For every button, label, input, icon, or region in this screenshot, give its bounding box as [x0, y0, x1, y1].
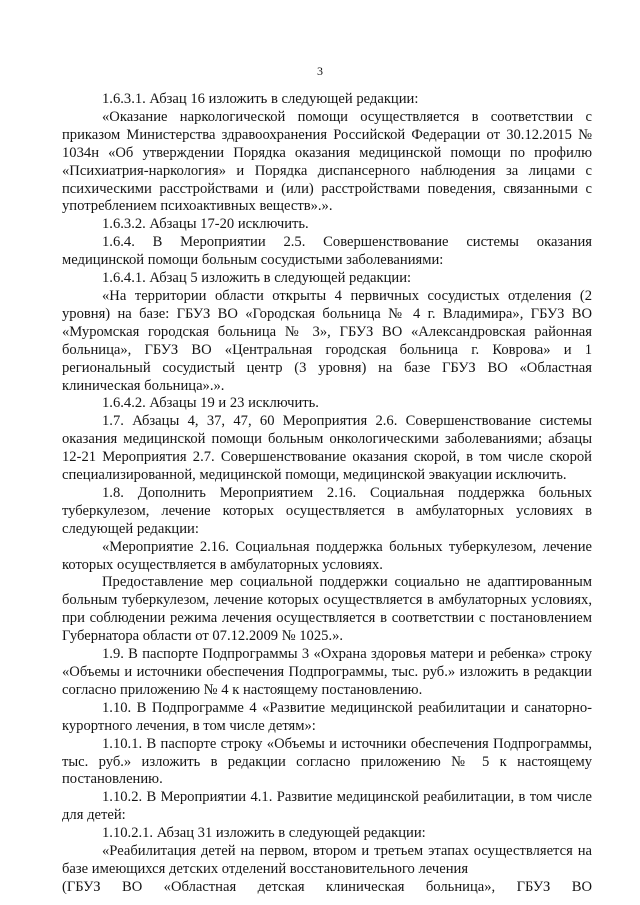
paragraph-1-6-3-1: 1.6.3.1. Абзац 16 изложить в следующей редакции:: [102, 91, 419, 107]
paragraph-1-10-2: 1.10.2. В Мероприятии 4.1. Развитие медицинской реабилитации, в том числе для детей:: [62, 789, 592, 824]
paragraph-social-support: Предоставление мер социальной поддержки социально не адаптированным больным туберкулезом, лечение которых осуществляется в амбулаторных условиях, при соблюдении режима лечения осуществляется в соответствии с постановлением Губернатора области от 07.12.2009 № 1025.».: [62, 574, 592, 645]
paragraph-rehabilitation-quote: «Реабилитация детей на первом, втором и третьем этапах осуществляется на базе имеющихся детских отделений восстановительного лечения: [62, 843, 592, 877]
paragraph-1-6-3-2: 1.6.3.2. Абзацы 17-20 исключить.: [102, 216, 309, 233]
paragraph-measure-2-16-quote: «Мероприятие 2.16. Социальная поддержка больных туберкулезом, лечение которых осуществляется в амбулаторных условиях.: [62, 538, 592, 573]
paragraph-1-6-4-2: 1.6.4.2. Абзацы 19 и 23 исключить.: [102, 395, 319, 412]
paragraph-1-8: 1.8. Дополнить Мероприятием 2.16. Социальная поддержка больных туберкулезом, лечение которых осуществляется в амбулаторных условиях в следующей редакции:: [62, 484, 592, 537]
paragraph-1-10-2-1: 1.10.2.1. Абзац 31 изложить в следующей редакции:: [102, 825, 426, 842]
paragraph-1-9: 1.9. В паспорте Подпрограммы 3 «Охрана здоровья матери и ребенка» строку «Объемы и источники обеспечения Подпрограммы, тыс. руб.» изложить в редакции согласно приложению № 4 к настоящему постановлению.: [62, 646, 592, 698]
paragraph-1-6-4-1: 1.6.4.1. Абзац 5 изложить в следующей редакции:: [102, 270, 412, 287]
paragraph-1-6-4: 1.6.4. В Мероприятии 2.5. Совершенствование системы оказания медицинской помощи больным сосудистыми заболеваниями:: [62, 234, 592, 269]
paragraph-1-10-1: 1.10.1. В паспорте строку «Объемы и источники обеспечения Подпрограммы, тыс. руб.» изложить в редакции согласно приложению № 5 к настоящему постановлению.: [62, 735, 592, 788]
paragraph-1-10: 1.10. В Подпрограмме 4 «Развитие медицинской реабилитации и санаторно-курортного лечения, в том числе детям»:: [62, 699, 592, 734]
paragraph-continuation: (ГБУЗ ВО «Областная детская клиническая больница», ГБУЗ ВО: [62, 878, 592, 895]
page-number: 3: [317, 64, 323, 78]
paragraph-1-7: 1.7. Абзацы 4, 37, 47, 60 Мероприятия 2.6. Совершенствование системы оказания медицинской помощи больным онкологическими заболеваниями; абзацы 12-21 Мероприятия 2.7. Совершенствование оказания скорой, в том числе скорой специализированной, медицинской помощи, медицинской эвакуации исключить.: [62, 413, 592, 484]
document-body: [62, 91, 592, 897]
paragraph-narcology-quote: «Оказание наркологической помощи осуществляется в соответствии с приказом Министерства здравоохранения Российской Федерации от 30.12.2015 № 1034н «Об утверждении Порядка оказания медицинской помощи по профилю «Психиатрия-наркология» и Порядка диспансерного наблюдения за лицами с психическими расстройствами и (или) расстройствами поведения, связанными с употреблением психоактивных веществ».».: [62, 108, 592, 215]
paragraph-vascular-quote: «На территории области открыты 4 первичных сосудистых отделения (2 уровня) на базе: ГБУЗ ВО «Городская больница № 4 г. Владимира», ГБУЗ ВО «Муромская городская больница № 3», ГБУЗ ВО «Александровская районная больница», ГБУЗ ВО «Центральная городская больница г. Коврова» и 1 региональный сосудистый центр (3 уровня) на базе ГБУЗ ВО «Областная клиническая больница».».: [62, 287, 592, 394]
